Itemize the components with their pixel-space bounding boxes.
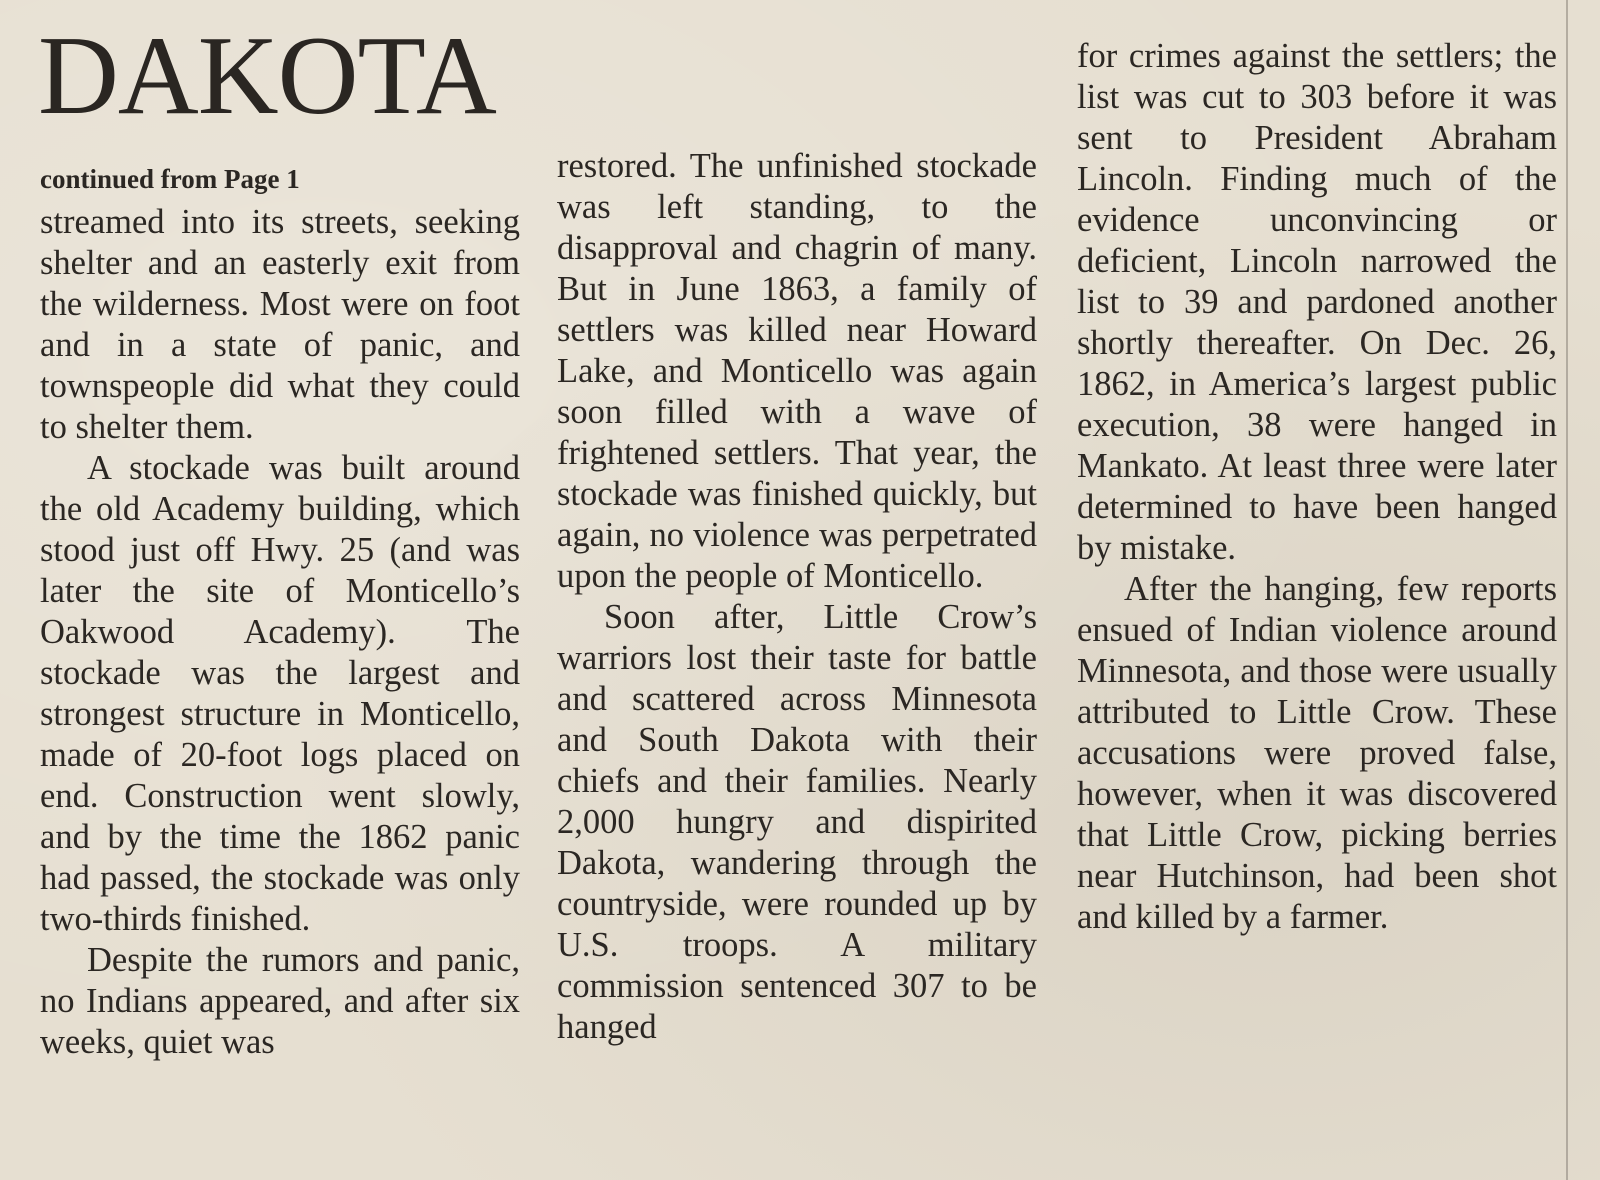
column-1 (40, 156, 520, 1063)
paragraph: for crimes against the settlers; the list was cut to 303 before it was sent to President Abraham Lincoln. Finding much of the evidence unconvincing or deficient, Lincoln narrowed the list to 39 and pardoned another shortly thereafter. On Dec. 26, 1862, in America’s largest public execution, 38 were hanged in Mankato. At least three were later determined to have been hanged by mistake. (1077, 37, 1557, 567)
paragraph: streamed into its streets, seeking shelter and an easterly exit from the wilderness. Most were on foot and in a state of panic, and townspeople did what they could to shelter them. (40, 203, 520, 446)
continued-label: continued from Page 1 (40, 164, 300, 194)
paragraph: Soon after, Little Crow’s warriors lost their taste for battle and scattered across Minnesota and South Dakota with their chiefs and their families. Nearly 2,000 hungry and dispirited Dakota, wandering through the countryside, were rounded up by U.S. troops. A military commission sentenced 307 to be hanged (557, 598, 1037, 1046)
column-rule (1566, 0, 1568, 1180)
paragraph: A stockade was built around the old Academy building, which stood just off Hwy. 25 (and was later the site of Monticello’s Oakwood Academy). The stockade was the largest and strongest structure in Monticello, made of 20-foot logs placed on end. Construction went slowly, and by the time the 1862 panic had passed, the stockade was only two-thirds finished. (40, 449, 520, 938)
column-2 (557, 146, 1037, 1048)
paragraph: Despite the rumors and panic, no Indians appeared, and after six weeks, quiet was (40, 941, 520, 1061)
column-3 (1077, 36, 1557, 938)
paragraph: restored. The unfinished stockade was left standing, to the disapproval and chagrin of many. But in June 1863, a family of settlers was killed near Howard Lake, and Monticello was again soon filled with a wave of frightened settlers. That year, the stockade was finished quickly, but again, no violence was perpetrated upon the people of Monticello. (557, 147, 1037, 595)
headline: DAKOTA (38, 14, 496, 138)
paragraph: After the hanging, few reports ensued of Indian violence around Minnesota, and those were usually attributed to Little Crow. These accusations were proved false, however, when it was discovered that Little Crow, picking berries near Hutchinson, had been shot and killed by a farmer. (1077, 570, 1557, 936)
